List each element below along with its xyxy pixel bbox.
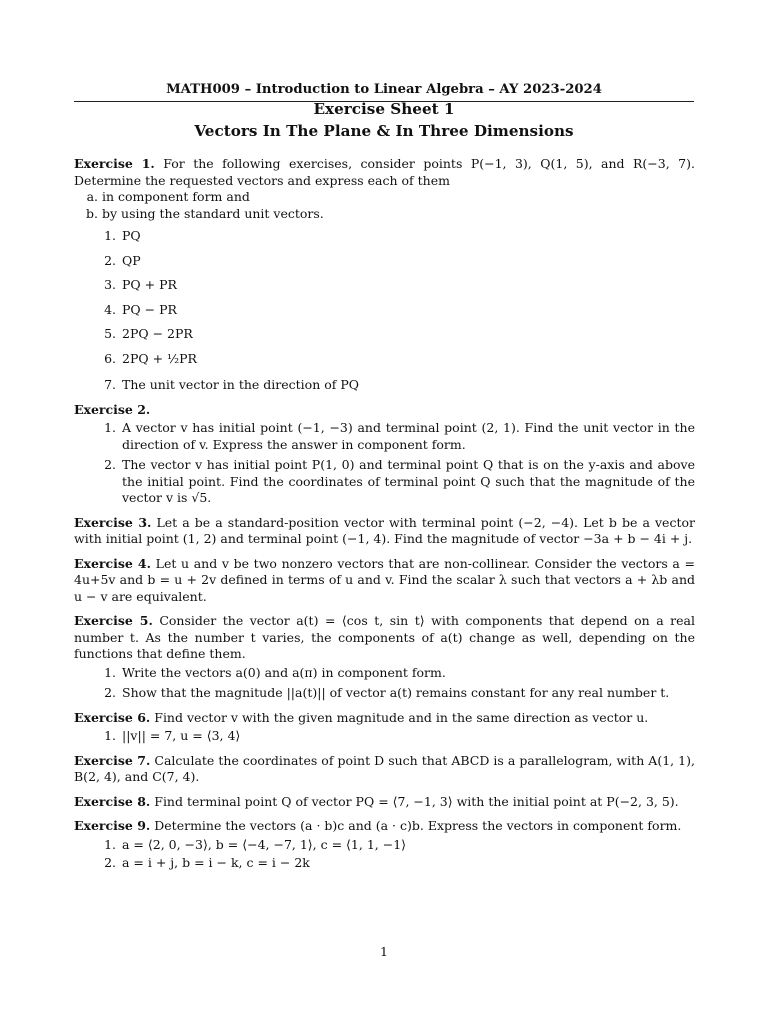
exercise-label: Exercise 2. <box>74 401 151 417</box>
course-header: MATH009 – Introduction to Linear Algebra – AY 2023-2024 <box>166 82 602 97</box>
list-item: 3. PQ + PR <box>104 277 177 292</box>
exercise-text: Calculate the coordinates of point D such that ABCD is a parallelogram, with A(1, 1), B(2, 4), and C(7, 4). <box>74 752 695 784</box>
exercise-text: Let u and v be two nonzero vectors that are non-collinear. Consider the vectors a = 4u+5v and b = u + 2v defined in terms of u and v. Find the scalar λ such that vectors a + λb and u − v are equivalent. <box>74 555 695 604</box>
exercise-text: Let a be a standard-position vector with terminal point (−2, −4). Let b be a vector with initial point (1, 2) and terminal point (−1, 4). Find the magnitude of vector −3a + b − 4i + j. <box>74 514 695 546</box>
list-item: 2. QP <box>104 252 141 268</box>
question-list <box>74 728 695 745</box>
list-item: 4. PQ − PR <box>104 301 177 317</box>
sub-item: a. in component form and <box>86 189 250 204</box>
sub-list <box>74 189 695 222</box>
exercise-text: Consider the vector a(t) = ⟨cos t, sin t⟩ with components that depend on a real number t. As the number t varies, the components of a(t) change as well, depending on the functions that define them. <box>74 613 695 661</box>
exercise-2 <box>74 402 695 507</box>
question-list <box>74 420 695 507</box>
exercise-text: For the following exercises, consider points P(−1, 3), Q(1, 5), and R(−3, 7). Determine the requested vectors and express each of them <box>74 156 695 188</box>
list-item: 1. A vector v has initial point (−1, −3) and terminal point (2, 1). Find the unit vector in the direction of v. Express the answer in component form. <box>104 420 695 452</box>
exercise-label: Exercise 3. <box>74 514 152 530</box>
list-item: 2. The vector v has initial point P(1, 0) and terminal point Q that is on the y-axis and above the initial point. Find the coordinates of terminal point Q such that the magnitude of the vector v is √5. <box>104 457 695 505</box>
exercise-9 <box>74 818 695 872</box>
list-item: 1. PQ <box>104 228 141 243</box>
exercise-3 <box>74 515 695 548</box>
exercise-4 <box>74 556 695 606</box>
exercise-label: Exercise 7. <box>74 752 151 768</box>
exercise-label: Exercise 1. <box>74 156 155 171</box>
exercise-content <box>74 156 695 880</box>
exercise-5 <box>74 613 695 702</box>
list-item: 6. 2PQ + ½PR <box>104 350 197 366</box>
page-number: 1 <box>380 944 388 959</box>
exercise-7 <box>74 753 695 786</box>
list-item: 1. Write the vectors a(0) and a(π) in component form. <box>104 664 446 680</box>
exercise-8 <box>74 794 695 811</box>
list-item: 2. a = i + j, b = i − k, c = i − 2k <box>104 855 310 870</box>
list-item: 5. 2PQ − 2PR <box>104 326 193 341</box>
exercise-label: Exercise 4. <box>74 555 151 571</box>
sheet-subtitle: Vectors In The Plane & In Three Dimensions <box>194 122 574 140</box>
exercise-text: Find vector v with the given magnitude and in the same direction as vector u. <box>154 709 649 725</box>
exercise-label: Exercise 5. <box>74 613 153 628</box>
list-item: 1. a = ⟨2, 0, −3⟩, b = ⟨−4, −7, 1⟩, c = ⟨1, 1, −1⟩ <box>104 836 407 852</box>
exercise-label: Exercise 8. <box>74 793 151 809</box>
exercise-text: Find terminal point Q of vector PQ = ⟨7, −1, 3⟩ with the initial point at P(−2, 3, 5). <box>154 793 679 809</box>
question-list <box>74 665 695 702</box>
exercise-label: Exercise 6. <box>74 709 151 725</box>
list-item: 1. ||v|| = 7, u = ⟨3, 4⟩ <box>104 728 241 743</box>
list-item: 2. Show that the magnitude ||a(t)|| of vector a(t) remains constant for any real number t. <box>104 685 670 700</box>
exercise-text: Determine the vectors (a · b)c and (a · c)b. Express the vectors in component form. <box>154 818 682 833</box>
list-item: 7. The unit vector in the direction of PQ <box>104 377 360 392</box>
question-list <box>74 228 695 394</box>
exercise-label: Exercise 9. <box>74 818 151 833</box>
sub-item: b. by using the standard unit vectors. <box>86 205 324 221</box>
exercise-6 <box>74 710 695 745</box>
question-list <box>74 837 695 872</box>
sheet-title: Exercise Sheet 1 <box>313 100 455 118</box>
exercise-1 <box>74 156 695 394</box>
